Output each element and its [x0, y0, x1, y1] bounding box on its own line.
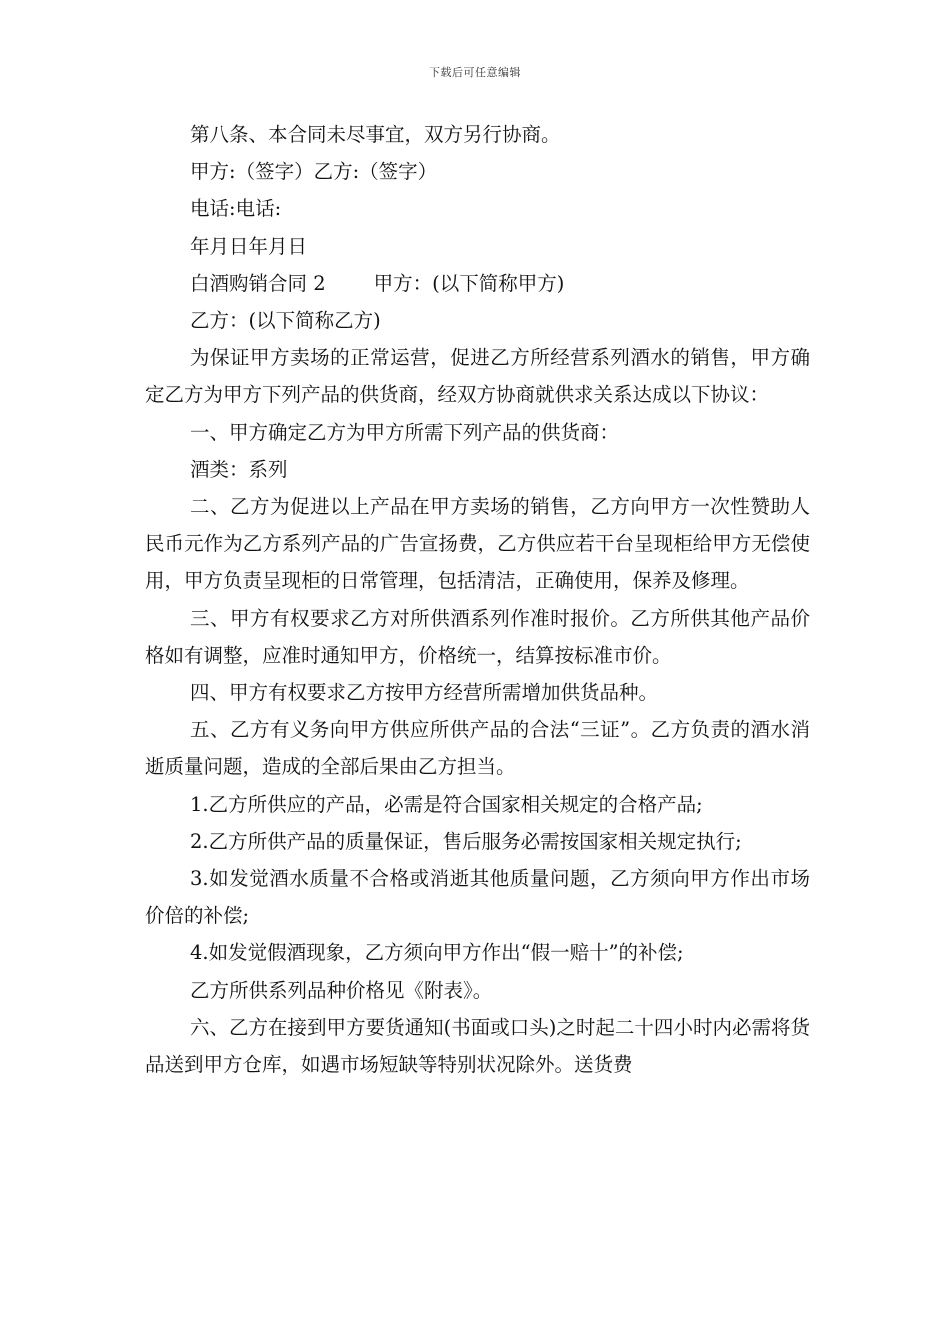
- contract-title: 白酒购销合同 2: [190, 271, 326, 295]
- clause-2: 二、乙方为促进以上产品在甲方卖场的销售，乙方向甲方一次性赞助人民币元作为乙方系列产品的广告宣扬费，乙方供应若干台呈现柜给甲方无偿使用，甲方负责呈现柜的日常管理，包括清洁，正确使用，保养及修理。: [145, 495, 810, 593]
- contract-title-line: [145, 265, 810, 302]
- signature-line: 甲方:（签字）乙方:（签字）: [190, 160, 438, 184]
- clause-3: 三、甲方有权要求乙方对所供酒系列作准时报价。乙方所供其他产品价格如有调整，应准时通知甲方，价格统一，结算按标准市价。: [145, 606, 810, 667]
- contract-body: [145, 116, 810, 1083]
- clause-5-item-4: 4.如发觉假酒现象，乙方须向甲方作出“假一赔十”的补偿;: [190, 941, 684, 965]
- clause-1-liquor-type: 酒类：系列: [190, 457, 288, 481]
- clause-5-item-2: 2.乙方所供产品的质量保证，售后服务必需按国家相关规定执行;: [190, 829, 742, 853]
- clause-4: 四、甲方有权要求乙方按甲方经营所需增加供货品种。: [190, 681, 659, 705]
- article-8-line: 第八条、本合同未尽事宜，双方另行协商。: [190, 123, 561, 146]
- clause-5-item-3: 3.如发觉酒水质量不合格或消逝其他质量问题，乙方须向甲方作出市场价倍的补偿;: [145, 867, 810, 928]
- party-b-line: 乙方：(以下简称乙方): [190, 309, 381, 333]
- clause-1: 一、甲方确定乙方为甲方所需下列产品的供货商：: [190, 420, 620, 444]
- phone-line: 电话:电话:: [190, 197, 282, 221]
- date-line: 年月日年月日: [190, 234, 308, 258]
- clause-6: 六、乙方在接到甲方要货通知(书面或口头)之时起二十四小时内必需将货品送到甲方仓库，如遇市场短缺等特别状况除外。送货费: [145, 1015, 810, 1077]
- clause-5: 五、乙方有义务向甲方供应所供产品的合法“三证”。乙方负责的酒水消逝质量问题，造成的全部后果由乙方担当。: [145, 718, 810, 779]
- preamble-paragraph: 为保证甲方卖场的正常运营，促进乙方所经营系列酒水的销售，甲方确定乙方为甲方下列产品的供货商，经双方协商就供求关系达成以下协议：: [145, 346, 810, 407]
- clause-5-price-note: 乙方所供系列品种价格见《附表》。: [190, 978, 493, 1002]
- party-a-line: 甲方：(以下简称甲方): [373, 271, 565, 295]
- clause-5-item-1: 1.乙方所供应的产品，必需是符合国家相关规定的合格产品;: [190, 792, 703, 816]
- page-header-note: 下载后可任意编辑: [429, 66, 521, 79]
